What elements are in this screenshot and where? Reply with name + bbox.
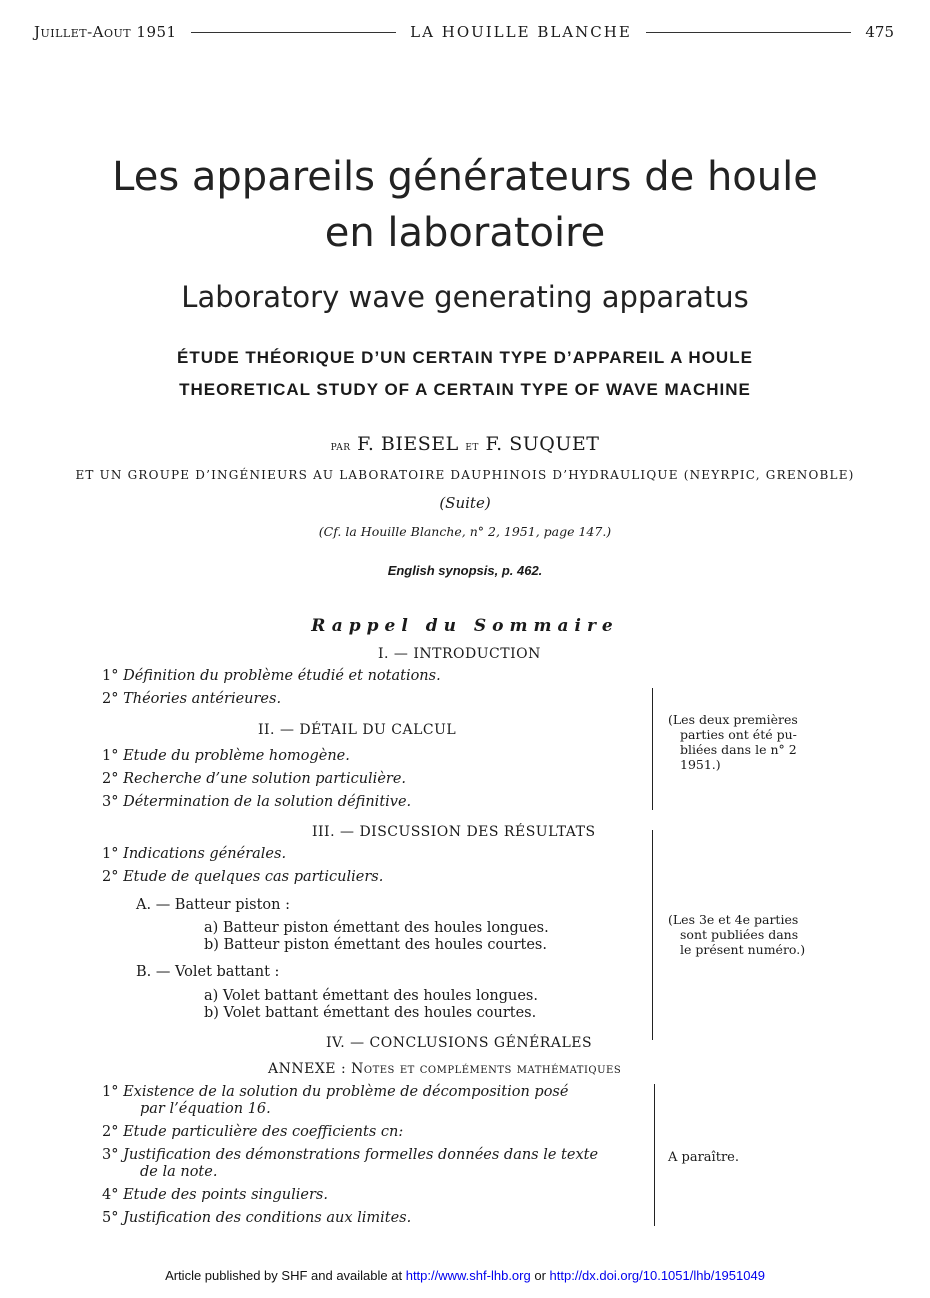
list-item: B. — Volet battant : xyxy=(136,964,280,980)
section-2-heading: II. — DÉTAIL DU CALCUL xyxy=(258,722,457,738)
list-item: 2° Etude de quelques cas particuliers. xyxy=(102,869,384,885)
running-header xyxy=(34,22,894,42)
footer-prefix: Article published by SHF and available at xyxy=(165,1268,403,1283)
header-rule-left xyxy=(191,32,397,33)
section-4-heading: IV. — CONCLUSIONS GÉNÉRALES xyxy=(326,1035,593,1051)
header-rule-right xyxy=(646,32,852,33)
author-1: F. BIESEL xyxy=(357,433,459,455)
title-line-1: Les appareils générateurs de houle xyxy=(112,154,818,200)
sommaire-title: Rappel du Sommaire xyxy=(311,616,619,636)
author-2: F. SUQUET xyxy=(485,433,600,455)
list-item: 1° Indications générales. xyxy=(102,846,287,862)
subtitle: Laboratory wave generating apparatus xyxy=(181,280,749,314)
list-item: A. — Batteur piston : xyxy=(136,897,290,913)
list-item: 4° Etude des points singuliers. xyxy=(102,1187,328,1203)
title-line-2: en laboratoire xyxy=(324,210,606,256)
list-item: de la note. xyxy=(140,1164,218,1180)
list-item: 1° Existence de la solution du problème de décomposition posé xyxy=(102,1084,569,1100)
suite-label: (Suite) xyxy=(439,494,491,512)
et-word: et xyxy=(465,439,479,454)
list-item: b) Volet battant émettant des houles courtes. xyxy=(204,1005,537,1021)
note-parts-1-2: (Les deux premières parties ont été pu- bliées dans le n° 2 1951.) xyxy=(668,712,798,772)
section-1-heading: I. — INTRODUCTION xyxy=(378,646,541,662)
list-item: 2° Recherche d’une solution particulière. xyxy=(102,771,407,787)
list-item: 5° Justification des conditions aux limites. xyxy=(102,1210,412,1226)
reference-note: (Cf. la Houille Blanche, n° 2, 1951, page 147.) xyxy=(318,524,612,539)
list-item: 2° Etude particulière des coefficients cn: xyxy=(102,1124,404,1140)
english-synopsis-ref: English synopsis, p. 462. xyxy=(387,563,543,578)
authors-line xyxy=(0,433,930,455)
brace-3 xyxy=(654,1084,655,1226)
list-item: a) Batteur piston émettant des houles longues. xyxy=(204,920,549,936)
list-item: par l’équation 16. xyxy=(140,1101,271,1117)
doi-link[interactable]: http://dx.doi.org/10.1051/lhb/1951049 xyxy=(549,1268,765,1283)
list-item: b) Batteur piston émettant des houles courtes. xyxy=(204,937,547,953)
list-item: a) Volet battant émettant des houles longues. xyxy=(204,988,538,1004)
list-item: 3° Détermination de la solution définitive. xyxy=(102,794,412,810)
heading-fr: ÉTUDE THÉORIQUE D’UN CERTAIN TYPE D’APPAREIL A HOULE xyxy=(177,348,753,367)
issue-date: Juillet-Aout 1951 xyxy=(34,23,177,41)
list-item: 1° Définition du problème étudié et notations. xyxy=(102,668,441,684)
par-word: par xyxy=(330,439,351,454)
list-item: 2° Théories antérieures. xyxy=(102,691,282,707)
brace-2 xyxy=(652,830,653,1040)
note-parts-3-4: (Les 3e et 4e parties sont publiées dans le présent numéro.) xyxy=(668,912,806,957)
brace-1 xyxy=(652,688,653,810)
list-item: 3° Justification des démonstrations formelles données dans le texte xyxy=(102,1147,599,1163)
list-item: 1° Etude du problème homogène. xyxy=(102,748,350,764)
note-forthcoming: A paraître. xyxy=(668,1150,739,1165)
annexe-heading: ANNEXE : Notes et compléments mathématiques xyxy=(268,1061,622,1077)
footer-or: or xyxy=(534,1268,546,1283)
journal-name: LA HOUILLE BLANCHE xyxy=(410,23,632,41)
affiliation: ET UN GROUPE D’INGÉNIEURS AU LABORATOIRE DAUPHINOIS D’HYDRAULIQUE (NEYRPIC, GRENOBLE) xyxy=(75,468,855,482)
section-3-heading: III. — DISCUSSION DES RÉSULTATS xyxy=(312,824,596,840)
footer xyxy=(0,1268,930,1283)
shf-link[interactable]: http://www.shf-lhb.org xyxy=(405,1268,531,1283)
heading-en: THEORETICAL STUDY OF A CERTAIN TYPE OF WAVE MACHINE xyxy=(179,380,751,399)
page-number: 475 xyxy=(865,23,895,41)
